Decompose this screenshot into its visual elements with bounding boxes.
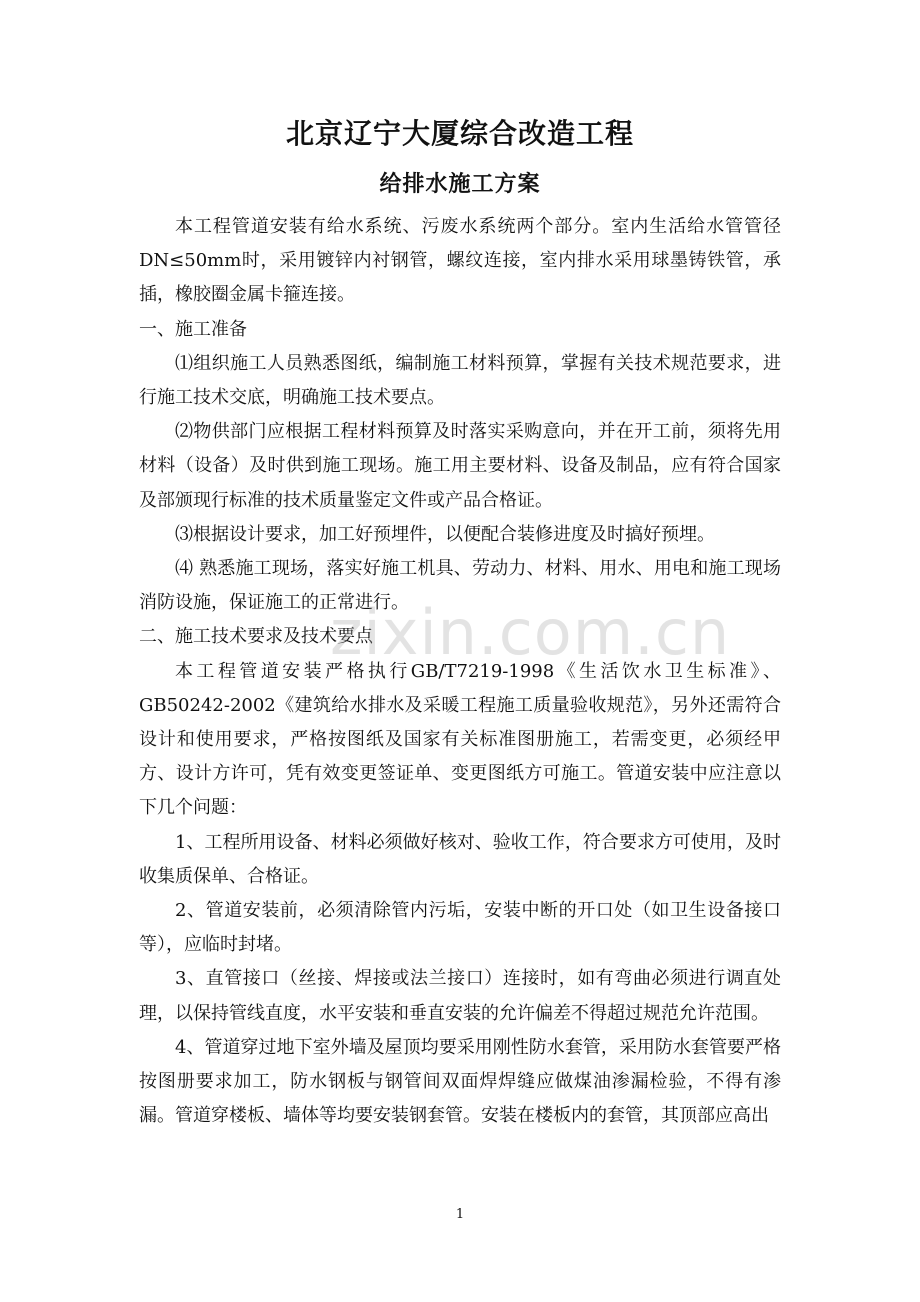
document-subtitle: 给排水施工方案 [379,172,541,197]
document-title: 北京辽宁大厦综合改造工程 [285,117,634,150]
technical-item-3: 3、直管接口（丝接、焊接或法兰接口）连接时，如有弯曲必须进行调直处理，以保持管线直度，水平安装和垂直安装的允许偏差不得超过规范允许范围。 [139,968,781,1024]
section-heading-technical: 二、施工技术要求及技术要点 [139,626,373,648]
technical-paragraph: 本工程管道安装严格执行GB/T7219-1998《生活饮水卫生标准》、GB50242-2002《建筑给水排水及采暖工程施工质量验收规范》，另外还需符合设计和使用要求，严格按图纸及国家有关标准图册施工，若需变更，必须经甲方、设计方许可，凭有效变更签证单、变更图纸方可施工。管道安装中应注意以下几个问题： [139,660,781,819]
technical-item-1: 1、工程所用设备、材料必须做好核对、验收工作，符合要求方可使用，及时收集质保单、合格证。 [139,831,781,887]
technical-item-4: 4、管道穿过地下室外墙及屋顶均要采用刚性防水套管，采用防水套管要严格按图册要求加工，防水钢板与钢管间双面焊焊缝应做煤油渗漏检验，不得有渗漏。管道穿楼板、墙体等均要安装钢套管。安装在楼板内的套管，其顶部应高出 [139,1036,781,1127]
preparation-item-2: ⑵物供部门应根据工程材料预算及时落实采购意向，并在开工前，须将先用材料（设备）及时供到施工现场。施工用主要材料、设备及制品，应有符合国家及部颁现行标准的技术质量鉴定文件或产品合格证。 [139,421,781,511]
page-number: 1 [455,1207,465,1222]
preparation-item-3: ⑶根据设计要求，加工好预埋件，以便配合装修进度及时搞好预埋。 [175,523,715,545]
section-heading-preparation: 一、施工准备 [139,318,247,340]
intro-paragraph: 本工程管道安装有给水系统、污废水系统两个部分。室内生活给水管管径DN≤50mm时，采用镀锌内衬钢管，螺纹连接，室内排水采用球墨铸铁管，承插，橡胶圈金属卡箍连接。 [139,216,781,306]
technical-item-2: 2、管道安装前，必须清除管内污垢，安装中断的开口处（如卫生设备接口等），应临时封堵。 [139,900,781,956]
watermark: zixin.com.cn [330,596,731,669]
preparation-item-4: ⑷ 熟悉施工现场，落实好施工机具、劳动力、材料、用水、用电和施工现场消防设施，保证施工的正常进行。 [139,558,781,614]
document-body [139,210,781,1133]
preparation-item-1: ⑴组织施工人员熟悉图纸，编制施工材料预算，掌握有关技术规范要求，进行施工技术交底，明确施工技术要点。 [139,352,781,409]
